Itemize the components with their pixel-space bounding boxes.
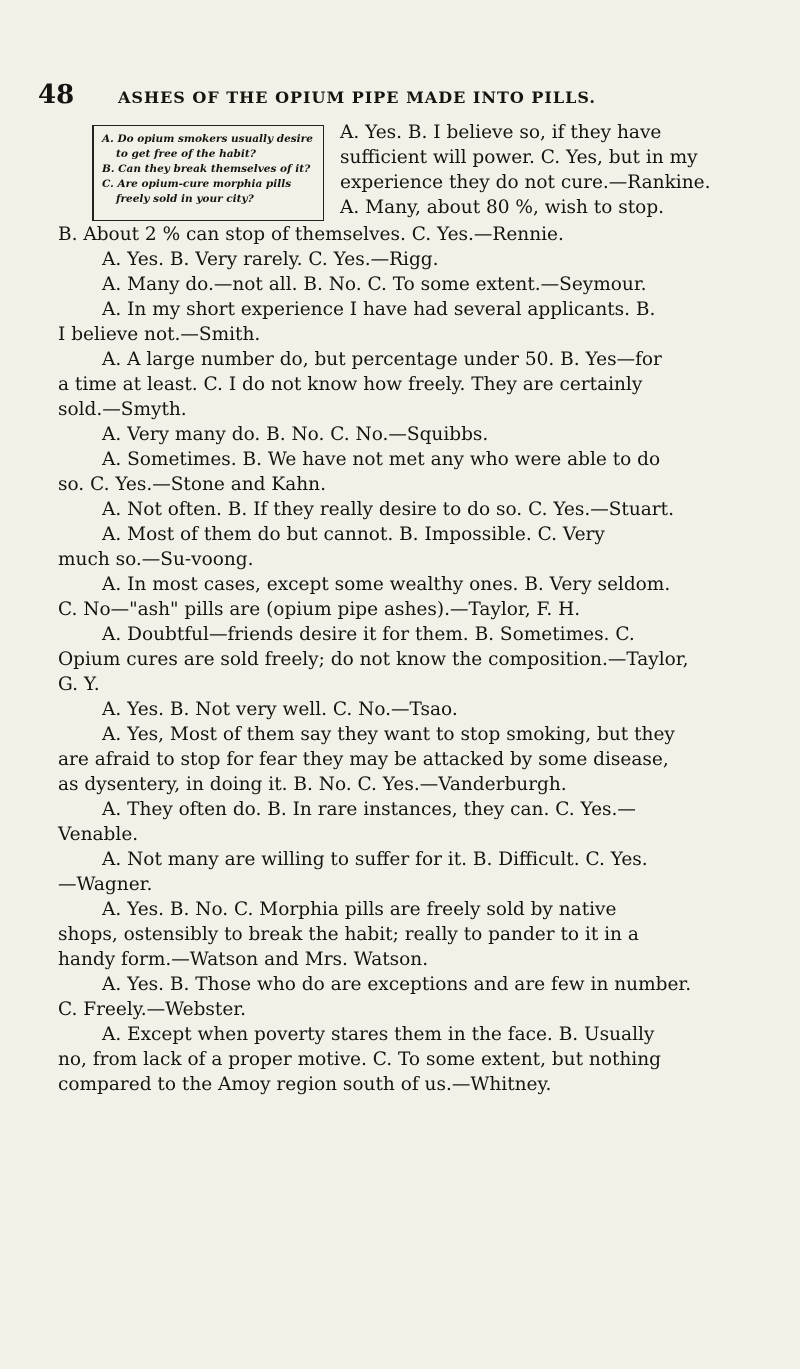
text-line: A. Not many are willing to suffer for it. B. Difficult. C. Yes. — [102, 849, 648, 870]
text-line: compared to the Amoy region south of us.—Whitney. — [58, 1074, 552, 1095]
side-text — [340, 120, 772, 220]
text-line: handy form.—Watson and Mrs. Watson. — [58, 949, 429, 970]
question-c-cont: freely sold in your city? — [116, 193, 254, 205]
text-line: shops, ostensibly to break the habit; really to pander to it in a — [58, 924, 639, 945]
text-line: a time at least. C. I do not know how freely. They are certainly — [58, 374, 643, 395]
text-line: A. Not often. B. If they really desire to do so. C. Yes.—Stuart. — [102, 499, 674, 520]
text-line: A. Many do.—not all. B. No. C. To some extent.—Seymour. — [102, 274, 647, 295]
text-line: A. They often do. B. In rare instances, they can. C. Yes.— — [102, 799, 636, 820]
page-header — [38, 80, 778, 110]
text-line: A. Yes. B. No. C. Morphia pills are freely sold by native — [102, 899, 617, 920]
text-line: B. About 2 % can stop of themselves. C. Yes.—Rennie. — [58, 224, 564, 245]
text-line: C. No—"ash" pills are (opium pipe ashes).—Taylor, F. H. — [58, 599, 581, 620]
question-a: A. Do opium smokers usually desire — [102, 133, 313, 145]
text-line: Venable. — [58, 824, 139, 845]
text-line: A. In most cases, except some wealthy ones. B. Very seldom. — [102, 574, 671, 595]
text-line: I believe not.—Smith. — [58, 324, 261, 345]
text-line: A. Doubtful—friends desire it for them. B. Sometimes. C. — [102, 624, 635, 645]
text-line: G. Y. — [58, 674, 100, 695]
text-line: A. Yes. B. Very rarely. C. Yes.—Rigg. — [102, 249, 439, 270]
text-line: much so.—Su-voong. — [58, 549, 254, 570]
body-text — [58, 222, 770, 1097]
side-line: sufficient will power. C. Yes, but in my — [340, 147, 698, 168]
text-line: A. Yes. B. Those who do are exceptions and are few in number. — [102, 974, 692, 995]
questions-box — [92, 125, 324, 221]
side-line: A. Yes. B. I believe so, if they have — [340, 122, 662, 143]
text-line: are afraid to stop for fear they may be attacked by some disease, — [58, 749, 669, 770]
text-line: C. Freely.—Webster. — [58, 999, 246, 1020]
side-line: A. Many, about 80 %, wish to stop. — [340, 197, 665, 218]
question-b: B. Can they break themselves of it? — [102, 163, 311, 175]
text-line: A. Very many do. B. No. C. No.—Squibbs. — [102, 424, 489, 445]
text-line: A. Except when poverty stares them in the face. B. Usually — [102, 1024, 655, 1045]
text-line: A. Sometimes. B. We have not met any who were able to do — [102, 449, 661, 470]
side-line: experience they do not cure.—Rankine. — [340, 172, 711, 193]
text-line: so. C. Yes.—Stone and Kahn. — [58, 474, 326, 495]
text-line: A. Yes, Most of them say they want to stop smoking, but they — [102, 724, 675, 745]
text-line: no, from lack of a proper motive. C. To some extent, but nothing — [58, 1049, 661, 1070]
question-a-cont: to get free of the habit? — [116, 148, 256, 160]
text-line: Opium cures are sold freely; do not know the composition.—Taylor, — [58, 649, 689, 670]
text-line: sold.—Smyth. — [58, 399, 187, 420]
page-number: 48 — [38, 80, 75, 110]
text-line: A. A large number do, but percentage under 50. B. Yes—for — [102, 349, 662, 370]
text-line: A. Most of them do but cannot. B. Impossible. C. Very — [102, 524, 605, 545]
question-c: C. Are opium-cure morphia pills — [102, 178, 292, 190]
text-line: as dysentery, in doing it. B. No. C. Yes.—Vanderburgh. — [58, 774, 567, 795]
text-line: —Wagner. — [58, 874, 153, 895]
running-head: ASHES OF THE OPIUM PIPE MADE INTO PILLS. — [118, 88, 596, 107]
text-line: A. In my short experience I have had several applicants. B. — [102, 299, 656, 320]
text-line: A. Yes. B. Not very well. C. No.—Tsao. — [102, 699, 458, 720]
